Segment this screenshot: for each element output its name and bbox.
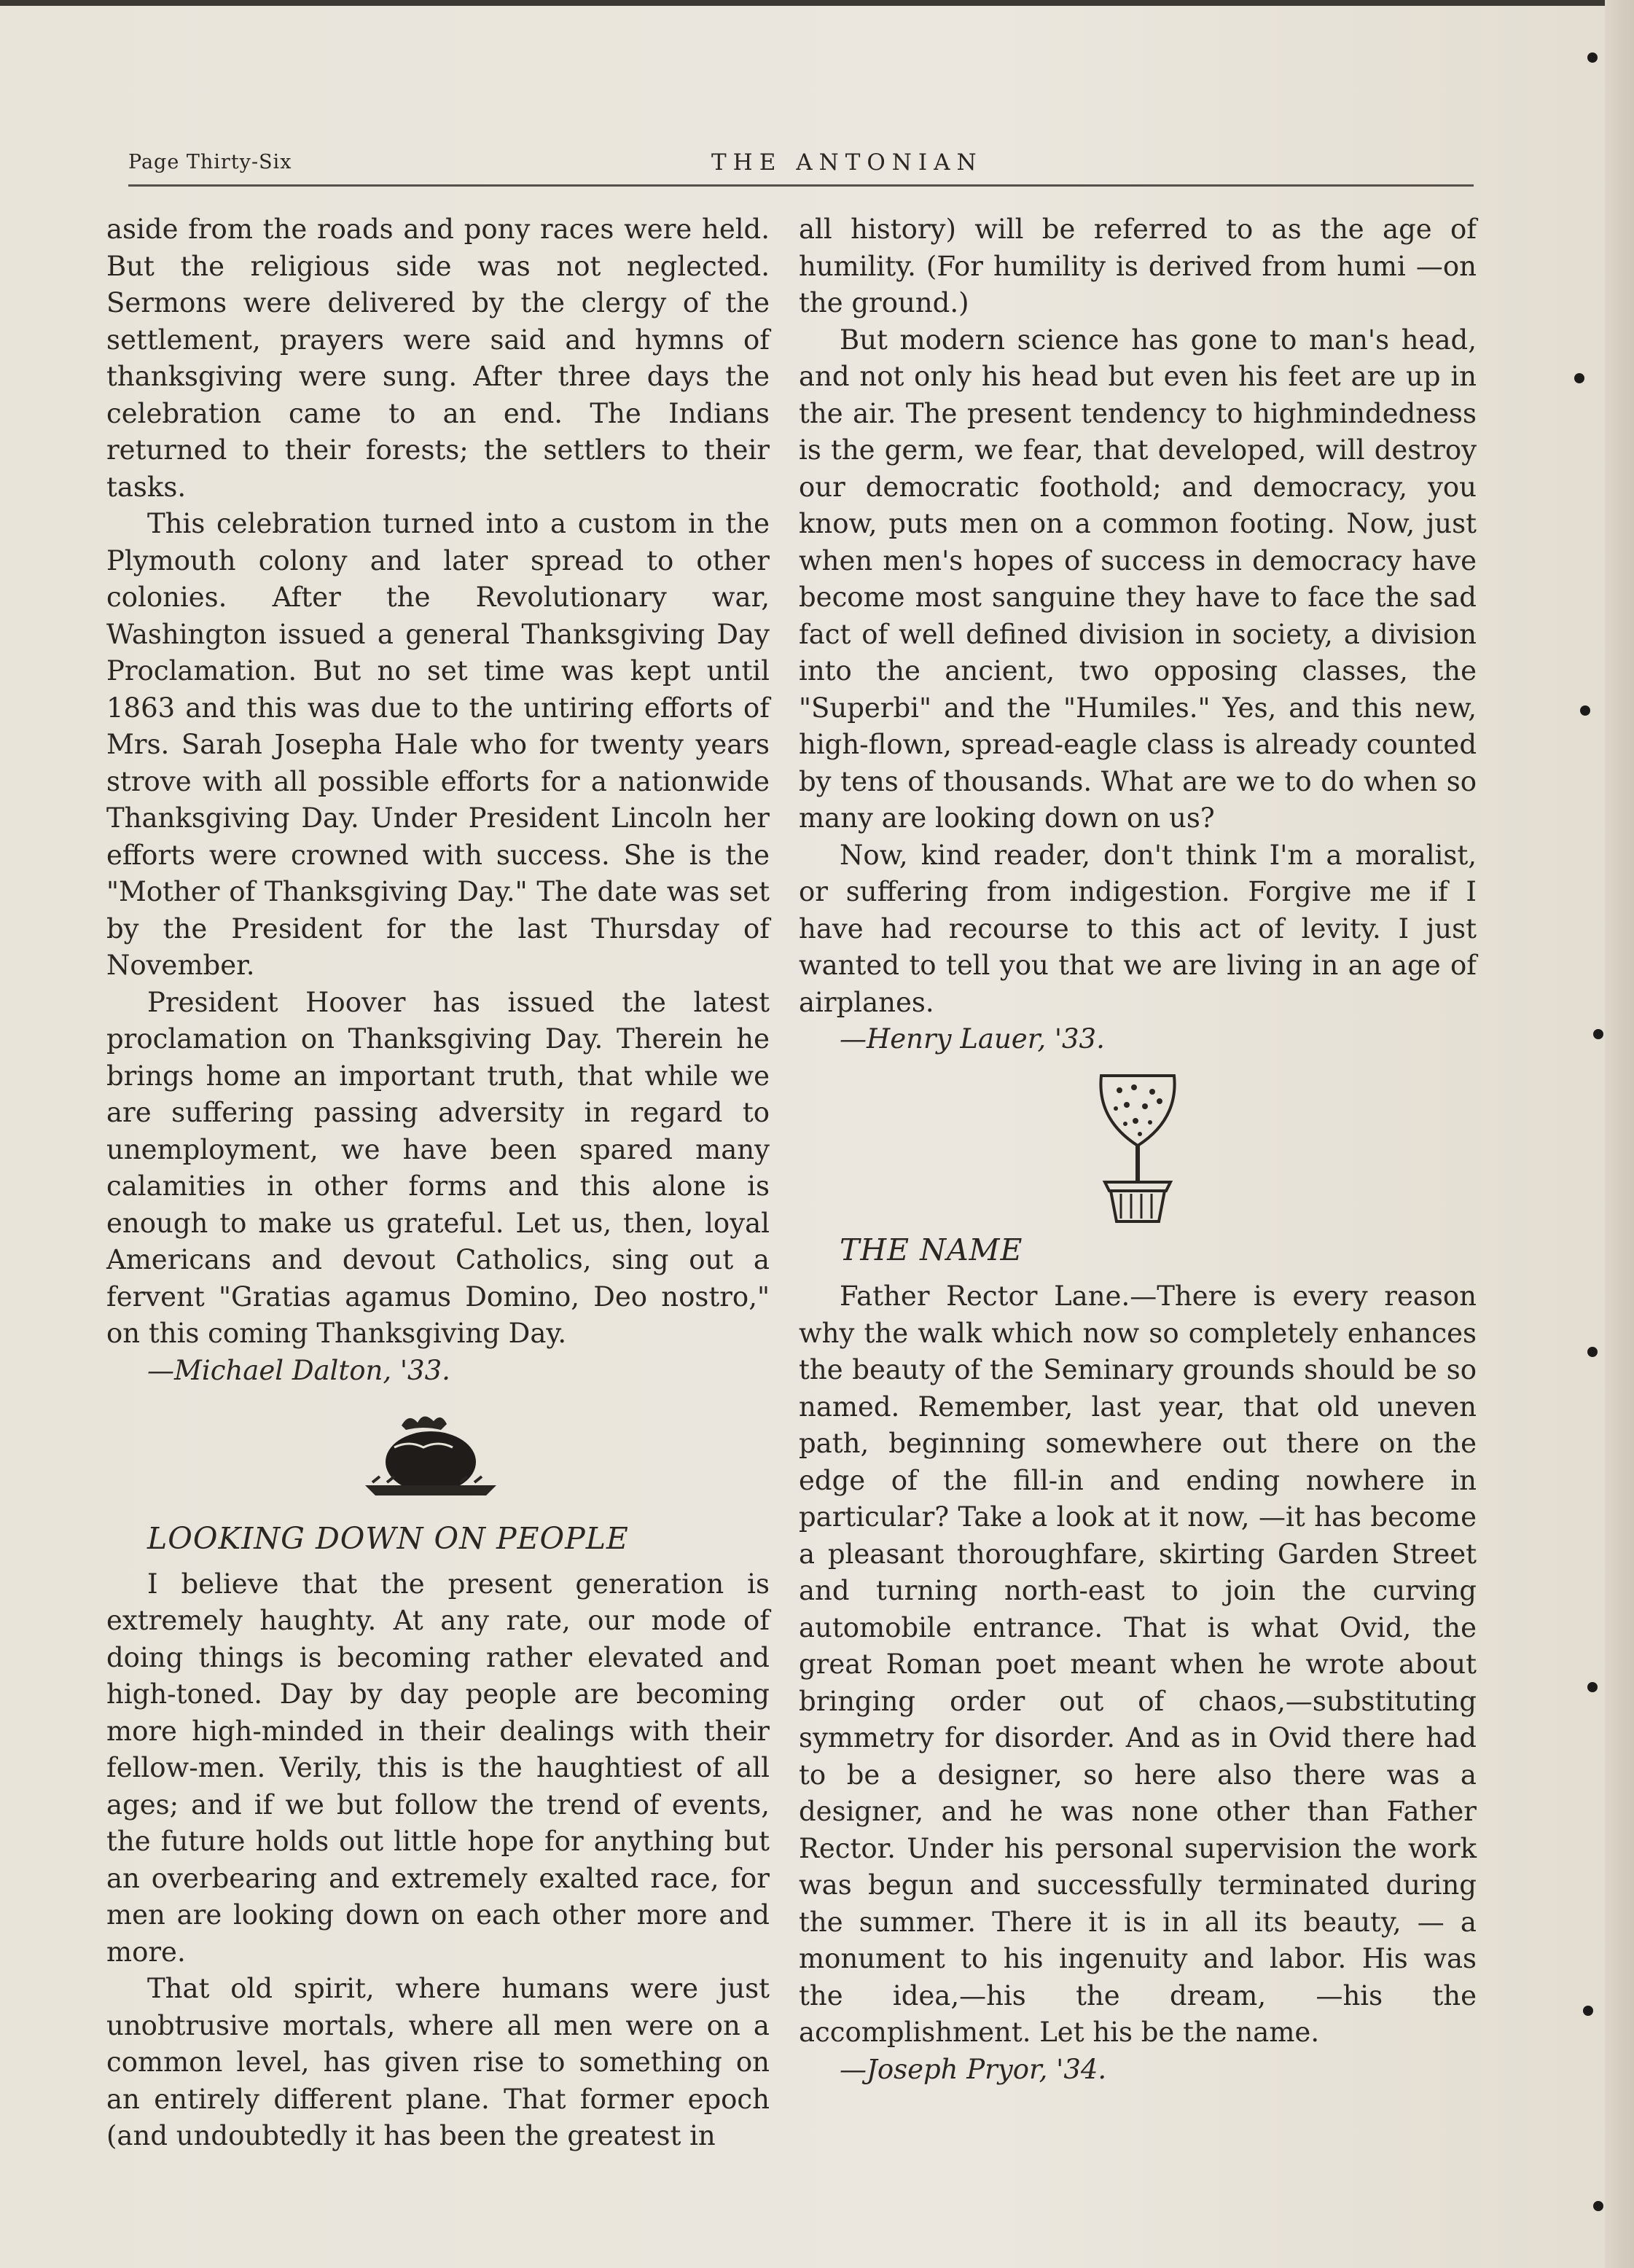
- page-right-edge: [1605, 0, 1634, 2268]
- page-number-label: Page Thirty-Six: [128, 151, 292, 173]
- paragraph: President Hoover has issued the latest proclamation on Thanksgiving Day. Therein he brings home an important truth, that while we are suffering passing adversity in regard to unemployment, we have been spared many calamities in other forms and this alone is enough to make us grateful. Let us, then, loyal Americans and devout Catholics, sing out a fervent "Gratias agamus Domino, Deo nostro," on this coming Thanksgiving Day.: [106, 986, 770, 1349]
- article-signature: —Henry Lauer, '33.: [840, 1023, 1105, 1055]
- paragraph: This celebration turned into a custom in the Plymouth colony and later spread to other colonies. After the Revolutionary war, Washington issued a general Thanksgiving Day Proclamation. But no set time was kept until 1863 and this was due to the untiring efforts of Mrs. Sarah Josepha Hale who for twenty years strove with all possible efforts for a nationwide Thanksgiving Day. Under President Lincoln her efforts were crowned with success. She is the "Mother of Thanksgiving Day." The date was set by the President for the last Thursday of November.: [106, 508, 770, 981]
- article-title: THE NAME: [840, 1232, 1023, 1267]
- binding-hole: [1587, 1347, 1598, 1357]
- article-signature: —Joseph Pryor, '34.: [840, 2053, 1107, 2085]
- binding-hole: [1587, 1682, 1598, 1692]
- binding-hole: [1593, 1029, 1603, 1039]
- article-title: LOOKING DOWN ON PEOPLE: [147, 1521, 629, 1556]
- paragraph: That old spirit, where humans were just unobtrusive mortals, where all men were on a common level, has given rise to something on an entirely different plane. That former epoch (and undoubtedly it has been the greatest in: [106, 1973, 770, 2151]
- binding-hole: [1574, 373, 1584, 383]
- magazine-title: THE ANTONIAN: [711, 149, 983, 176]
- right-column: [799, 211, 1477, 2088]
- binding-hole: [1593, 2201, 1603, 2211]
- binding-hole: [1583, 2006, 1593, 2016]
- paragraph: Father Rector Lane.—There is every reason why the walk which now so completely enhances the beauty of the Seminary grounds should be so named. Remember, last year, that old uneven path, beginning somewhere out there on the edge of the fill-in and ending nowhere in particular? Take a look at it now, —it has become a pleasant thoroughfare, skirting Garden Street and turning north-east to join the curving automobile entrance. That is what Ovid, the great Roman poet meant when he wrote about bringing order out of chaos,—substituting symmetry for disorder. And as in Ovid there had to be a designer, so here also there was a designer, and he was none other than Father Rector. Under his personal supervision the work was begun and successfully terminated during the summer. There it is in all its beauty, — a monument to his ingenuity and labor. His was the idea,—his the dream, —his the accomplishment. Let his be the name.: [799, 1280, 1477, 2048]
- paragraph: aside from the roads and pony races were held. But the religious side was not neglected. Sermons were delivered by the clergy of the settlement, prayers were said and hymns of thanksgiving were sung. After three days the celebration came to an end. The Indians returned to their forests; the settlers to their tasks.: [106, 214, 770, 503]
- paragraph: all history) will be referred to as the age of humility. (For humility is derived from humi —on the ground.): [799, 214, 1477, 318]
- potted-tree-ornament-icon: [1090, 1068, 1185, 1229]
- pudding-ornament-icon: [351, 1404, 525, 1506]
- page-top-edge: [0, 0, 1634, 6]
- binding-hole: [1587, 52, 1598, 63]
- binding-hole: [1580, 705, 1590, 716]
- page-header: [128, 149, 1474, 187]
- left-column: [106, 211, 770, 2155]
- article-signature: —Michael Dalton, '33.: [147, 1354, 450, 1386]
- paragraph: But modern science has gone to man's head, and not only his head but even his feet are up in the air. The present tendency to highmindedness is the germ, we fear, that developed, will destroy our democratic foothold; and democracy, you know, puts men on a common footing. Now, just when men's hopes of success in democracy have become most sanguine they have to face the sad fact of well defined division in society, a division into the ancient, two opposing classes, the "Superbi" and the "Humiles." Yes, and this new, high-flown, spread-eagle class is already counted by tens of thousands. What are we to do when so many are looking down on us?: [799, 324, 1477, 834]
- paragraph: I believe that the present generation is extremely haughty. At any rate, our mode of doing things is becoming rather elevated and high-toned. Day by day people are becoming more high-minded in their dealings with their fellow-men. Verily, this is the haughtiest of all ages; and if we but follow the trend of events, the future holds out little hope for anything but an overbearing and extremely exalted race, for men are looking down on each other more and more.: [106, 1568, 770, 1968]
- paragraph: Now, kind reader, don't think I'm a moralist, or suffering from indigestion. Forgive me if I have had recourse to this act of levity. I just wanted to tell you that we are living in an age of airplanes.: [799, 839, 1477, 1018]
